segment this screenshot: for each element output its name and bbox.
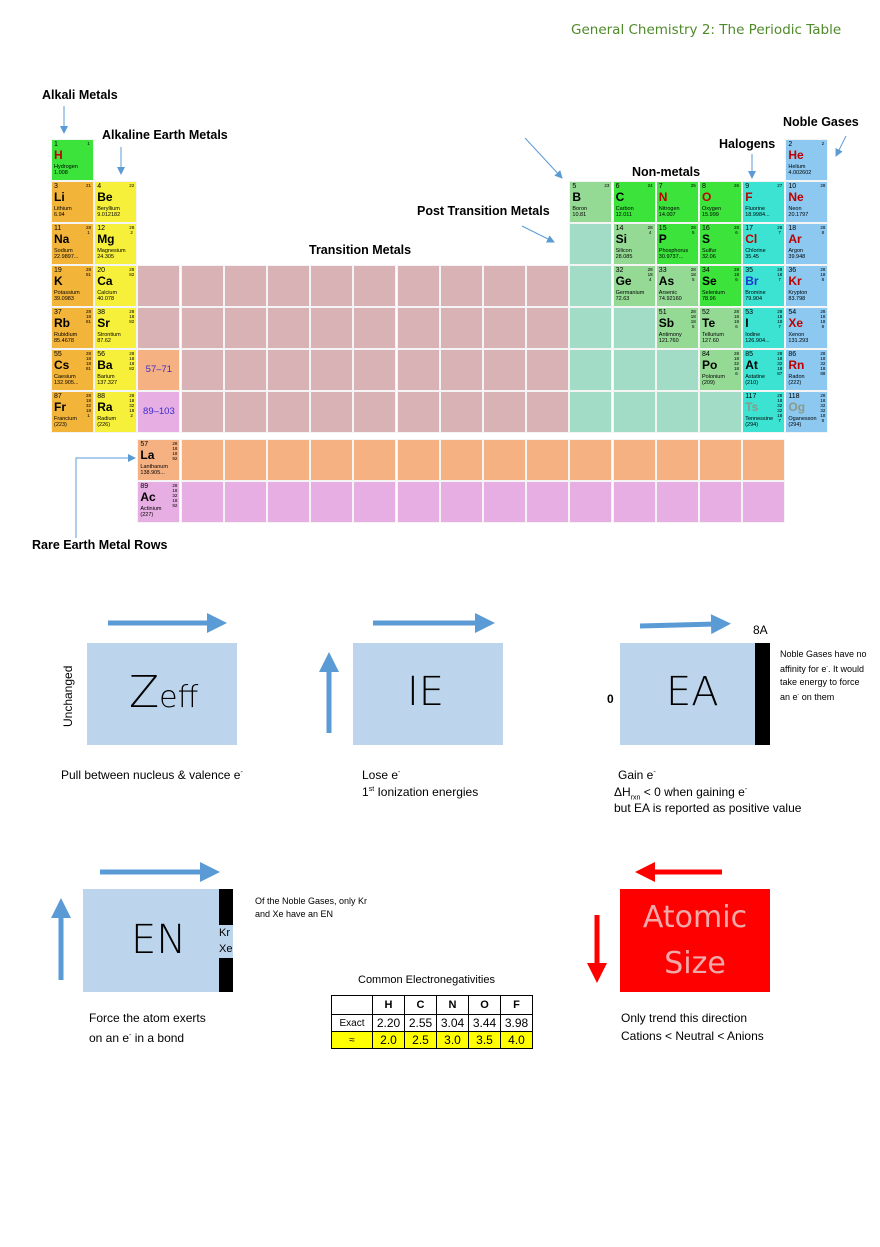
element-mass: 137.327 [97,380,118,386]
element-symbol: Na [54,232,70,246]
element-number: 87 [54,393,62,400]
element-symbol: Sr [97,316,110,330]
element-symbol: Br [745,274,759,288]
element-number: 16 [702,225,710,232]
element-name: Arsenic [658,290,678,296]
element-name: Chlorine [745,248,766,254]
element-symbol: Ts [745,400,759,414]
element-mass: (226) [97,422,111,428]
element-shells: 26 [734,183,740,188]
element-symbol: Og [788,400,806,414]
element-number: 11 [54,225,62,232]
element-number: 8 [702,183,706,190]
element-name: Phosphorus [658,248,689,254]
element-name: Barium [97,374,115,380]
zeff-subscript: eff [159,680,199,715]
element-shells: 2818321887 [777,351,783,376]
element-shells: 28183232187 [777,393,783,423]
element-symbol: Ne [788,190,804,204]
element-symbol: Te [702,316,716,330]
element-name: Silicon [615,248,632,254]
element-shells: 23 [604,183,610,188]
element-number: 53 [745,309,753,316]
element-mass: 132.905... [54,380,79,386]
element-name: Iodine [745,332,761,338]
label-rare-earth-rows: Rare Earth Metal Rows [32,538,168,552]
element-symbol: Cs [54,358,70,372]
element-shells: 2818188 [820,309,826,329]
arrow-metalloid [525,138,562,178]
element-shells: 28181881 [86,351,92,371]
element-symbol: Fr [54,400,66,414]
element-symbol: Cl [745,232,758,246]
element-mass: 138.905... [140,470,165,476]
element-shells: 28187 [777,267,783,282]
element-name: Tennessine [745,416,774,422]
en-table-header-row: H C N O F [332,996,533,1015]
ie-box [353,643,503,745]
label-alkaline-earth-metals: Alkaline Earth Metals [102,128,228,142]
element-number: 85 [745,351,753,358]
en-line1: Force the atom exerts [89,1011,206,1025]
element-mass: 35.45 [745,254,759,260]
element-mass: (222) [788,380,802,386]
element-name: Helium [788,164,806,170]
element-mass: (223) [54,422,67,428]
element-number: 89 [140,483,149,490]
element-number: 15 [658,225,667,232]
element-mass: 127.60 [702,338,719,344]
element-shells: 281881 [86,309,92,324]
element-name: Sulfur [702,248,717,254]
element-name: Actinium [140,506,162,512]
element-shells: 28184 [647,267,653,282]
range-label: 57–71 [145,364,173,375]
element-number: 55 [54,351,62,358]
element-shells: 24 [647,183,653,188]
element-symbol: K [54,274,63,288]
element-number: 34 [702,267,710,274]
element-mass: 121.760 [658,338,679,344]
element-mass: 85.4678 [54,338,74,344]
element-number: 33 [658,267,667,274]
element-shells: 281832182 [129,393,135,418]
element-name: Selenium [702,290,725,296]
element-name: Xenon [788,332,805,338]
element-number: 35 [745,267,753,274]
element-mass: (294) [788,422,802,428]
element-mass: (209) [702,380,715,386]
element-symbol: Mg [97,232,115,246]
element-name: Astatine [745,374,766,380]
element-mass: 79.904 [745,296,763,302]
label-alkali-metals: Alkali Metals [42,88,118,102]
element-name: Bromine [745,290,766,296]
element-name: Oganesson [788,416,817,422]
element-name: Polonium [702,374,725,380]
element-symbol: N [658,190,668,204]
en-table-title: Common Electronegativities [358,974,495,986]
element-mass: 87.62 [97,338,111,344]
element-mass: 9.012182 [97,212,121,218]
element-symbol: O [702,190,712,204]
element-symbol: H [54,148,63,162]
element-shells: 2818185 [690,309,696,329]
size-line1: Only trend this direction [621,1011,748,1025]
element-shells: 2818321892 [172,483,178,508]
element-shells: 281832186 [734,351,740,376]
element-number: 14 [615,225,624,232]
element-shells: 286 [734,225,740,235]
element-symbol: Si [615,232,627,246]
zeff-side-label: Unchanged [61,665,75,727]
element-mass: 24.305 [97,254,115,260]
element-shells: 28181882 [129,351,135,371]
en-table-row-approx: ≈ 2.0 2.5 3.0 3.5 4.0 [332,1032,533,1049]
element-number: 51 [658,309,667,316]
element-mass: 74.92160 [658,296,682,302]
element-mass: 10.81 [572,212,587,218]
ie-label: IE [407,669,445,715]
element-number: 5 [572,183,577,190]
element-mass: 15.999 [702,212,719,218]
element-mass: 32.06 [702,254,716,260]
element-name: Magnesium [97,248,126,254]
element-mass: 39.0983 [54,296,74,302]
label-noble-gases: Noble Gases [783,115,859,129]
element-symbol: He [788,148,804,162]
en-kr-xe: Kr Xe [219,925,233,958]
element-shells: 27 [777,183,783,188]
ea-box [620,643,755,745]
element-number: 18 [788,225,797,232]
en-table [331,995,533,1049]
element-number: 17 [745,225,753,232]
element-name: Calcium [97,290,118,296]
ea-line1: Gain e- [618,768,656,782]
element-number: 19 [54,267,62,274]
element-name: Lithium [54,206,72,212]
element-shells: 282 [129,225,135,235]
en-note: Of the Noble Gases, only Kr and Xe have an EN [255,896,368,919]
ea-line2: $\Delta H_{rxn} < 0$ when gaining e- [614,785,748,802]
page-header-title: General Chemistry 2: The Periodic Table [571,22,842,38]
element-mass: 6.94 [54,212,65,218]
element-number: 86 [788,351,797,358]
en-table-row-exact: Exact 2.20 2.55 3.04 3.44 3.98 [332,1015,533,1032]
element-name: Argon [788,248,804,254]
element-number: 57 [140,441,149,448]
element-symbol: At [745,358,758,372]
element-name: Oxygen [702,206,721,212]
element-name: Rubidium [54,332,78,338]
element-number: 2 [788,141,793,148]
ie-line1: Lose e- [362,768,401,782]
element-shells: 281832181 [86,393,92,418]
element-mass: 78.96 [702,296,716,302]
element-number: 56 [97,351,105,358]
element-symbol: Kr [788,274,802,288]
element-number: 10 [788,183,797,190]
size-line2: Cations < Neutral < Anions [621,1029,764,1043]
label-transition-metals: Transition Metals [309,243,412,257]
element-name: Germanium [615,290,645,296]
element-mass: 131.293 [788,338,809,344]
element-shells: 2818187 [777,309,783,329]
element-symbol: B [572,190,582,204]
element-mass: (210) [745,380,759,386]
element-number: 4 [97,183,102,190]
element-symbol: F [745,190,753,204]
element-name: Sodium [54,248,73,254]
en-noble-bar-top [219,889,233,925]
element-symbol: P [658,232,667,246]
element-shells: 288 [820,225,826,235]
element-shells: 28186 [734,267,740,282]
element-name: Francium [54,416,77,422]
element-shells: 21 [86,183,92,188]
element-shells: 2881 [86,267,92,277]
element-number: 3 [54,183,58,190]
element-shells: 22 [129,183,135,188]
en-label: EN [131,917,187,963]
en-line2: on an e- in a bond [89,1031,185,1045]
element-number: 7 [658,183,663,190]
element-number: 12 [97,225,105,232]
element-shells: 2 [821,141,825,146]
element-number: 20 [97,267,105,274]
element-number: 37 [54,309,62,316]
label-non-metals: Non-metals [632,165,701,179]
element-mass: 126.904... [745,338,770,344]
element-symbol: As [658,274,675,288]
element-name: Fluorine [745,206,766,212]
arrow-noble [836,136,846,156]
element-number: 84 [702,351,710,358]
range-label: 89–103 [143,406,175,417]
ea-zero-label: 0 [607,692,614,706]
element-symbol: Ca [97,274,113,288]
element-name: Beryllium [97,206,120,212]
element-shells: 28181892 [172,441,178,461]
arrow-rare-earth [76,458,135,538]
element-symbol: Rn [788,358,805,372]
element-number: 88 [97,393,105,400]
element-name: Krypton [788,290,808,296]
element-number: 117 [745,393,757,400]
element-mass: 30.9737... [658,254,684,260]
zeff-description: Pull between nucleus & valence e- [61,768,243,782]
element-name: Hydrogen [54,164,78,170]
element-symbol: Ge [615,274,632,288]
element-mass: 4.002602 [788,170,812,176]
element-mass: 40.078 [97,296,115,302]
element-shells: 1 [87,141,90,146]
element-symbol: Be [97,190,113,204]
element-symbol: S [702,232,711,246]
element-number: 36 [788,267,797,274]
element-name: Radium [97,416,117,422]
element-shells: 281882 [129,309,135,324]
element-mass: (294) [745,422,759,428]
element-number: 32 [615,267,624,274]
element-number: 54 [788,309,797,316]
element-symbol: Ba [97,358,113,372]
ea-noble-bar [755,643,770,745]
element-mass: 1.008 [54,170,68,176]
element-number: 52 [702,309,710,316]
element-mass: 20.1797 [788,212,809,218]
element-shells: 284 [647,225,653,235]
en-box [83,889,219,992]
element-symbol: La [140,448,155,462]
label-halogens: Halogens [719,137,776,151]
element-shells: 28188 [820,267,826,282]
label-post-transition-metals: Post Transition Metals [417,204,550,218]
element-shells: 28 [820,183,826,188]
element-name: Antimony [658,332,682,338]
arrow-post-transition [522,226,554,242]
atomic-size-box: Atomic Size [620,889,770,992]
element-symbol: Ar [788,232,802,246]
element-mass: 39.948 [788,254,806,260]
element-mass: 18.9984... [745,212,770,218]
element-name: Potassium [54,290,80,296]
element-shells: 25 [690,183,696,188]
element-name: Tellurium [702,332,725,338]
element-symbol: Rb [54,316,70,330]
element-symbol: I [745,316,749,330]
element-symbol: Po [702,358,718,372]
zeff-box [87,643,237,745]
element-name: Nitrogen [658,206,680,212]
element-mass: 83.798 [788,296,806,302]
ea-line3: but EA is reported as positive value [614,801,802,815]
zeff-symbol: Z [129,667,160,718]
element-symbol: Li [54,190,65,204]
element-number: 9 [745,183,750,190]
element-mass: 28.085 [615,254,633,260]
element-mass: 12.011 [615,212,633,218]
element-name: Lanthanum [140,464,168,470]
element-symbol: Sb [658,316,675,330]
element-mass: 14.007 [658,212,676,218]
en-noble-bar-bottom [219,958,233,992]
ea-note: Noble Gases have no affinity for e-. It would take energy to force an e- on them [780,649,867,702]
ea-group-label: 8A [753,623,768,637]
element-shells: 28185 [690,267,696,282]
element-symbol: Se [702,274,717,288]
element-symbol: C [615,190,625,204]
ea-label: EA [666,669,719,715]
element-name: Strontium [97,332,121,338]
element-name: Boron [572,206,588,212]
element-name: Carbon [615,206,634,212]
element-number: 38 [97,309,105,316]
element-shells: 2818186 [734,309,740,329]
element-mass: (227) [140,512,154,518]
element-shells: 2882 [129,267,135,277]
element-name: Neon [788,206,802,212]
element-shells: 287 [777,225,783,235]
element-shells: 2818321888 [820,351,826,376]
element-shells: 28183232188 [820,393,826,423]
element-name: Radon [788,374,805,380]
element-symbol: Ac [140,490,156,504]
ie-line2: 1st Ionization energies [362,785,479,799]
element-symbol: Ra [97,400,113,414]
element-number: 6 [615,183,620,190]
element-shells: 281 [86,225,92,235]
element-number: 118 [788,393,800,400]
element-name: Caesium [54,374,76,380]
element-symbol: Xe [788,316,804,330]
arrow-ea-right [640,624,716,626]
element-mass: 72.63 [615,296,630,302]
element-number: 1 [54,141,58,148]
element-mass: 22.9897... [54,254,79,260]
element-shells: 285 [690,225,696,235]
